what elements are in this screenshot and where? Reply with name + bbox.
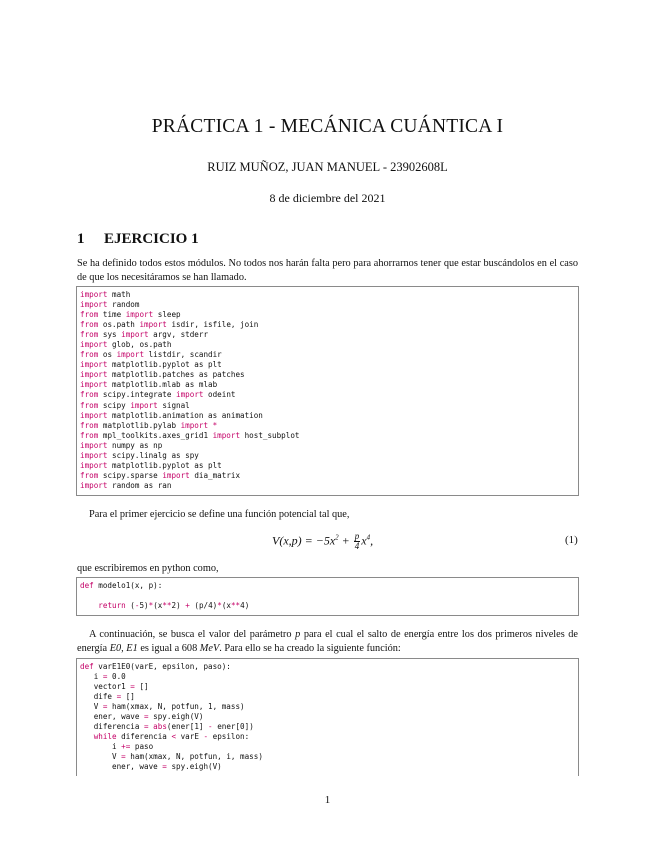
equation-exponent-4: 4 <box>366 533 371 542</box>
code-text: argv, stderr <box>148 330 209 340</box>
code-keyword: def <box>80 581 94 590</box>
code-operator: = <box>102 702 108 712</box>
code-line <box>80 360 578 370</box>
code-line <box>80 752 578 762</box>
code-text: dife <box>80 692 117 702</box>
code-operator: - <box>134 601 140 611</box>
code-text: sys <box>98 330 122 340</box>
code-keyword: import <box>80 410 108 420</box>
code-keyword: import <box>80 460 108 470</box>
code-keyword: from <box>80 310 99 320</box>
code-keyword: return <box>98 601 126 611</box>
code-text: scipy <box>98 400 131 410</box>
code-text: (ener[1] <box>166 722 209 732</box>
section-title: EJERCICIO 1 <box>104 231 199 247</box>
code-text: ener, wave <box>80 762 163 772</box>
code-text: sleep <box>153 310 181 320</box>
continuation-paragraph <box>77 628 578 656</box>
code-line <box>80 300 578 310</box>
code-line <box>80 411 578 421</box>
code-text: random <box>107 300 140 310</box>
code-text: math <box>107 290 131 299</box>
code-text: ham(xmax, N, potfun, 1, mass) <box>107 702 245 712</box>
equation-lhs: V(x,p) = −5x <box>272 533 336 548</box>
code-text: scipy.sparse <box>98 470 163 480</box>
code-text: scipy.integrate <box>98 390 177 400</box>
code-keyword: import <box>176 390 204 400</box>
code-operator: * <box>148 601 154 611</box>
code-line <box>80 601 578 611</box>
code-text: matplotlib.mlab as mlab <box>107 380 218 390</box>
code-text: spy.eigh(V) <box>166 762 222 772</box>
potential-intro-paragraph: Para el primer ejercicio se define una función potencial tal que, <box>89 509 350 520</box>
code-text: vector1 <box>80 682 131 692</box>
code-text: isdir, isfile, join <box>166 320 259 330</box>
code-text: os.path <box>98 320 140 330</box>
code-text <box>80 601 98 610</box>
code-keyword: import <box>212 430 241 440</box>
code-line <box>80 350 578 360</box>
code-block-varE1E0 <box>76 658 579 776</box>
code-line <box>80 290 578 300</box>
code-keyword: from <box>80 430 99 440</box>
code-operator: = <box>162 762 167 772</box>
code-keyword: import <box>180 420 209 430</box>
code-keyword: import <box>80 370 108 380</box>
code-text: listdir, scandir <box>144 350 222 360</box>
section-heading <box>77 231 199 248</box>
code-keyword: def <box>80 662 94 671</box>
code-text: 4) <box>240 601 250 611</box>
code-line <box>80 762 578 772</box>
code-line <box>80 330 578 340</box>
code-keyword: from <box>80 330 99 340</box>
code-operator: - <box>203 732 209 742</box>
code-keyword: import <box>139 320 167 330</box>
code-keyword: import <box>121 330 149 340</box>
equation-tail: , <box>370 533 374 548</box>
code-line <box>80 702 578 712</box>
parameter-p: p <box>295 629 301 640</box>
code-line <box>80 662 578 672</box>
code-line <box>80 481 578 491</box>
code-text: [] <box>134 682 149 692</box>
code-keyword: import <box>116 350 145 360</box>
code-text: ham(xmax, N, potfun, i, mass) <box>125 752 263 762</box>
document-title: PRÁCTICA 1 - MECÁNICA CUÁNTICA I <box>151 116 504 137</box>
code-line <box>80 441 578 451</box>
code-keyword: import <box>80 480 108 490</box>
code-text: time <box>98 310 126 320</box>
code-keyword: from <box>80 420 99 430</box>
code-operator: = <box>130 682 135 692</box>
code-line <box>80 692 578 702</box>
code-line <box>80 370 578 380</box>
energy-levels: E0, E1 <box>109 643 138 654</box>
code-line <box>80 672 578 682</box>
continuation-text-d: . Para ello se ha creado la siguiente función: <box>219 643 401 654</box>
code-operator: * <box>208 420 218 430</box>
code-text: V <box>80 752 122 762</box>
code-keyword: import <box>80 340 108 350</box>
code-text: matplotlib.patches as patches <box>107 370 245 380</box>
code-line <box>80 591 578 601</box>
code-operator: + <box>185 601 190 611</box>
code-text: os <box>98 350 117 360</box>
code-text: 5) <box>139 601 149 611</box>
code-text: matplotlib.pyplot as plt <box>107 360 222 370</box>
code-text: dia_matrix <box>189 470 241 480</box>
code-line <box>80 732 578 742</box>
code-text: (x <box>153 601 163 611</box>
code-operator: = <box>144 722 149 732</box>
section-number: 1 <box>77 231 85 247</box>
code-operator: ** <box>230 601 241 611</box>
equation-plus: + <box>341 533 350 548</box>
code-text: glob, os.path <box>107 340 172 350</box>
code-keyword: from <box>80 400 99 410</box>
fraction-numerator: p <box>354 531 360 541</box>
page-number: 1 <box>324 794 331 806</box>
code-text: varE <box>176 732 204 742</box>
code-text: ener, wave <box>80 712 145 722</box>
code-text: i <box>80 742 122 752</box>
code-operator: = <box>102 672 108 682</box>
code-text: numpy as np <box>107 440 163 450</box>
code-keyword: import <box>80 290 108 299</box>
equation-formula <box>272 532 373 551</box>
code-keyword: import <box>162 470 190 480</box>
code-operator: = <box>144 712 149 722</box>
code-text: host_subplot <box>240 430 300 440</box>
code-text <box>80 732 94 741</box>
code-line <box>80 421 578 431</box>
code-keyword: import <box>80 450 108 460</box>
date-line: 8 de diciembre del 2021 <box>269 191 386 205</box>
code-keyword: import <box>125 310 154 320</box>
code-text: matplotlib.pylab <box>98 420 181 430</box>
code-text: i <box>80 672 103 682</box>
code-operator: ** <box>162 601 172 611</box>
code-text: ener[0]) <box>212 722 254 732</box>
code-line <box>80 471 578 481</box>
code-text: signal <box>157 400 190 410</box>
continuation-text-b: para el cual el salto de energía entre los dos primeros niveles de energía <box>77 629 579 654</box>
code-keyword: from <box>80 320 99 330</box>
energy-unit: MeV <box>199 643 220 654</box>
code-text: diferencia <box>116 732 172 742</box>
code-line <box>80 431 578 441</box>
code-line <box>80 401 578 411</box>
code-keyword: from <box>80 470 99 480</box>
code-line <box>80 682 578 692</box>
equation-exponent-2: 2 <box>335 533 339 542</box>
code-text: varE1E0(varE, epsilon, paso): <box>93 662 231 671</box>
code-text: V <box>80 702 103 712</box>
equation-number: (1) <box>565 534 578 546</box>
code-keyword: import <box>80 380 108 390</box>
python-intro-paragraph: que escribiremos en python como, <box>77 563 219 574</box>
code-keyword: from <box>80 390 99 400</box>
code-line <box>80 390 578 400</box>
continuation-text-c: es igual a 608 <box>140 643 198 654</box>
code-text: random as ran <box>107 480 172 490</box>
code-text: spy.eigh(V) <box>148 712 204 722</box>
code-operator: = <box>121 752 126 762</box>
code-text: 0.0 <box>107 672 126 682</box>
code-keyword: abs <box>153 722 167 732</box>
code-line <box>80 722 578 732</box>
code-text: matplotlib.animation as animation <box>107 410 263 420</box>
code-line <box>80 380 578 390</box>
code-text: [] <box>121 692 135 702</box>
fraction-denominator: 4 <box>354 541 360 551</box>
code-text: epsilon: <box>208 732 250 742</box>
code-line <box>80 320 578 330</box>
code-operator: += <box>121 742 131 752</box>
code-line <box>80 451 578 461</box>
code-line <box>80 742 578 752</box>
intro-paragraph: Se ha definido todos estos módulos. No todos nos harán falta pero para ahorrarnos tener que estar buscándolos en el caso de que los necesitáramos se han llamado. <box>77 258 578 283</box>
code-keyword: while <box>93 732 117 742</box>
code-keyword: import <box>130 400 158 410</box>
code-block-imports <box>76 286 579 496</box>
code-text: mpl_toolkits.axes_grid1 <box>98 430 213 440</box>
code-line <box>80 581 578 591</box>
code-operator: = <box>116 692 122 702</box>
code-operator: < <box>171 732 177 742</box>
code-operator: * <box>217 601 222 611</box>
code-text: odeint <box>203 390 236 400</box>
code-line <box>80 461 578 471</box>
code-keyword: import <box>80 300 108 310</box>
equation-fraction <box>354 532 361 551</box>
code-text: ( <box>125 601 135 611</box>
code-keyword: import <box>80 440 108 450</box>
code-text: (p/4) <box>189 601 218 611</box>
code-line <box>80 310 578 320</box>
code-text: paso <box>130 742 154 752</box>
code-text: diferencia <box>80 722 145 732</box>
code-text: scipy.linalg as spy <box>107 450 199 460</box>
code-text: 2) <box>171 601 186 611</box>
code-block-modelo1 <box>76 577 579 616</box>
equation-x4: x <box>361 533 367 548</box>
code-line <box>80 340 578 350</box>
code-keyword: from <box>80 350 99 360</box>
code-operator: - <box>208 722 213 732</box>
code-text: modelo1(x, p): <box>93 581 163 590</box>
continuation-text-a: A continuación, se busca el valor del parámetro <box>89 629 292 640</box>
code-line <box>80 712 578 722</box>
author-line: RUIZ MUÑOZ, JUAN MANUEL - 23902608L <box>207 160 448 174</box>
code-text: matplotlib.pyplot as plt <box>107 460 222 470</box>
code-keyword: import <box>80 360 108 370</box>
code-text: (x <box>221 601 231 611</box>
